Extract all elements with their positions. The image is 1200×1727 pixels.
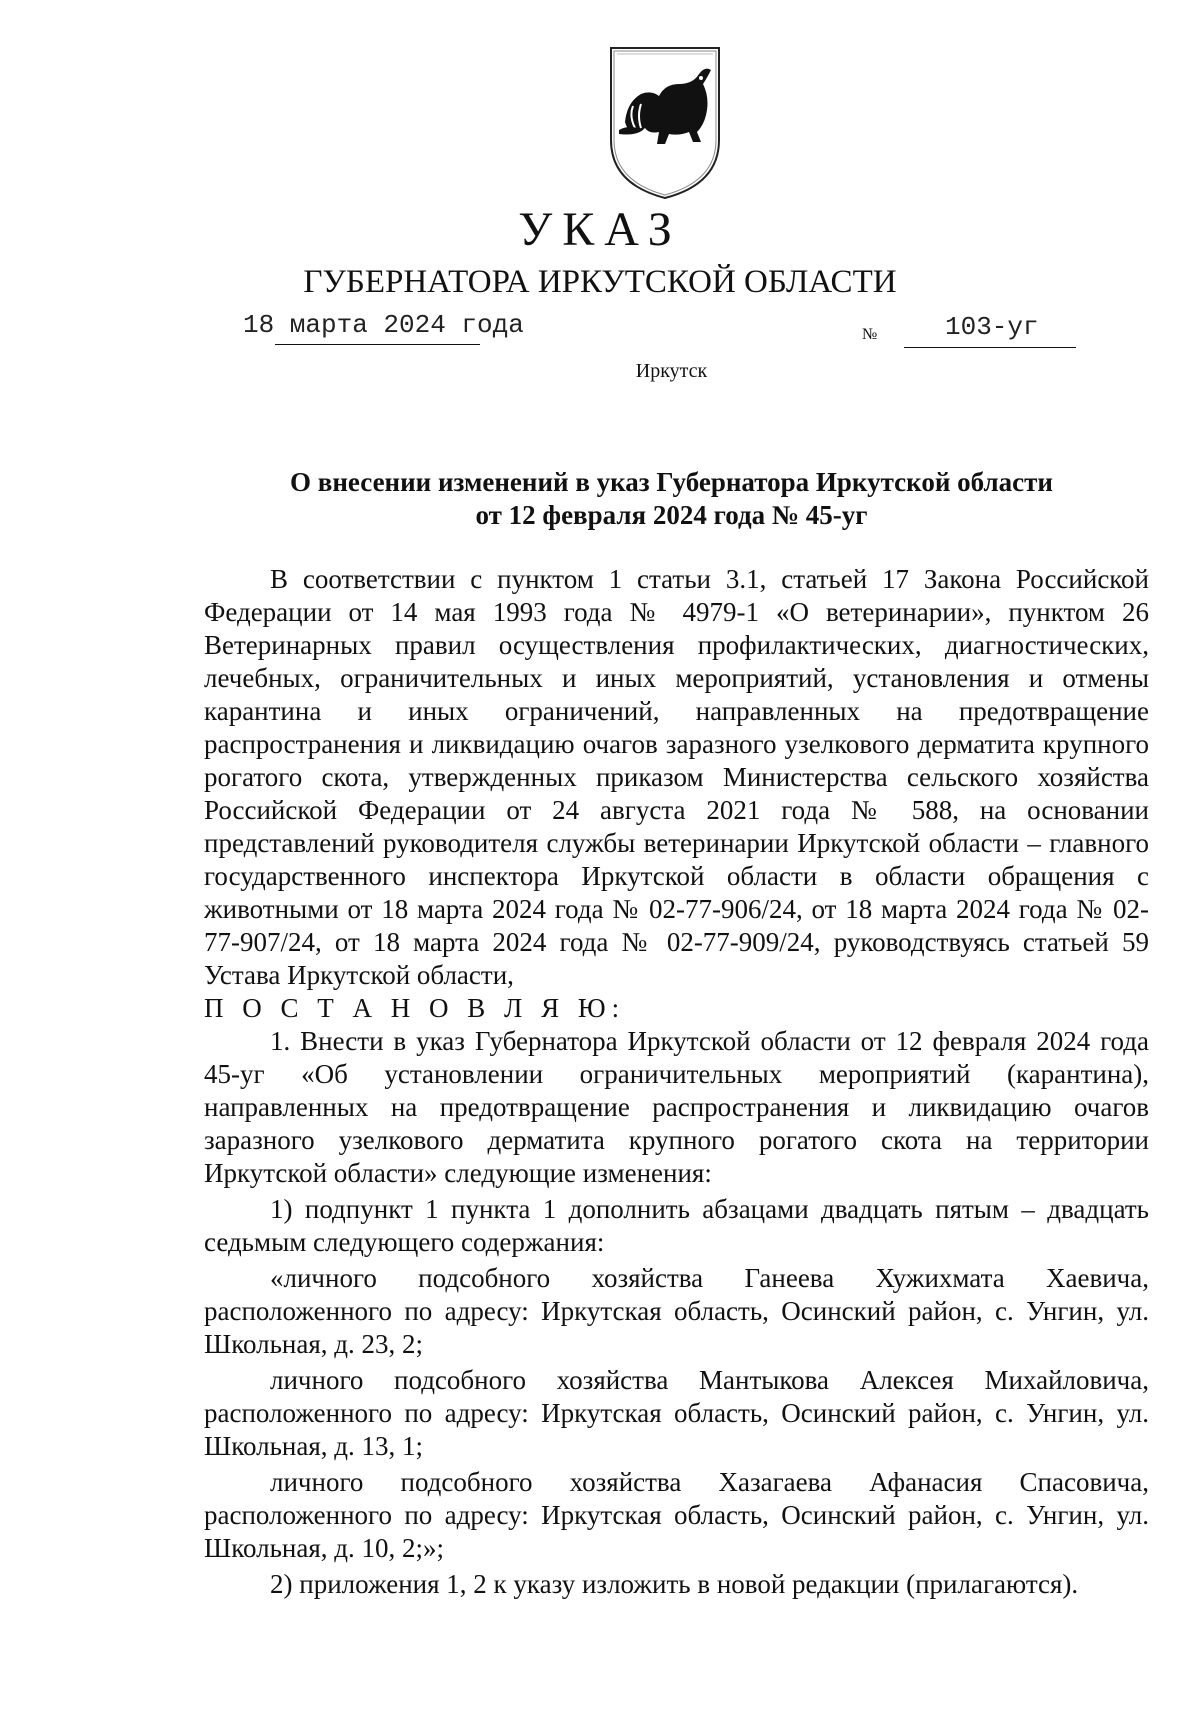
issuer-title: ГУБЕРНАТОРА ИРКУТСКОЙ ОБЛАСТИ <box>303 264 897 300</box>
farm-3-paragraph: личного подсобного хозяйства Хазагаева Афанасия Спасовича, расположенного по адресу: Иркутская область, Осинский район, с. Унгин, ул. Школьная, д. 10, 2;»; <box>204 1467 1149 1563</box>
resolve-word: П О С Т А Н О В Л Я Ю: <box>204 993 626 1023</box>
heading-line-1: О внесении изменений в указ Губернатора Иркутской области <box>290 467 1053 497</box>
document-city: Иркутск <box>635 360 708 382</box>
document-number: 103-уг <box>945 312 1039 342</box>
subitem-1-paragraph: 1) подпункт 1 пункта 1 дополнить абзацами двадцать пятым – двадцать седьмым следующего содержания: <box>204 1194 1149 1257</box>
document-type-title: УКАЗ <box>518 203 682 256</box>
farm-2-paragraph: личного подсобного хозяйства Мантыкова Алексея Михайловича, расположенного по адресу: Иркутская область, Осинский район, с. Унгин, ул. Школьная, д. 13, 1; <box>204 1365 1149 1461</box>
heading-line-2: от 12 февраля 2024 года № 45-уг <box>475 500 868 530</box>
number-sign: № <box>862 326 878 343</box>
document-heading <box>0 466 1200 532</box>
document-date: 18 марта 2024 года <box>243 310 524 340</box>
item-1-paragraph: 1. Внести в указ Губернатора Иркутской области от 12 февраля 2024 года 45-уг «Об установлении ограничительных мероприятий (карантина), направленных на предотвращение распространения и ликвидацию очагов заразного узелкового дерматита крупного рогатого скота на территории Иркутской области» следующие изменения: <box>204 1026 1149 1188</box>
subitem-2-paragraph: 2) приложения 1, 2 к указу изложить в новой редакции (прилагаются). <box>270 1569 1079 1599</box>
preamble-paragraph: В соответствии с пунктом 1 статьи 3.1, статьей 17 Закона Российской Федерации от 14 мая 1993 года № 4979-1 «О ветеринарии», пунктом 26 Ветеринарных правил осуществления профилактических, диагностических, лечебных, ограничительных и иных мероприятий, установления и отмены карантина и иных ограничений, направленных на предотвращение распространения и ликвидацию очагов заразного узелкового дерматита крупного рогатого скота, утвержденных приказом Министерства сельского хозяйства Российской Федерации от 24 августа 2021 года № 588, на основании представлений руководителя службы ветеринарии Иркутской области – главного государственного инспектора Иркутской области в области обращения с животными от 18 марта 2024 года № 02-77-906/24, от 18 марта 2024 года № 02-77-907/24, от 18 марта 2024 года № 02-77-909/24, руководствуясь статьей 59 Устава Иркутской области, <box>204 564 1149 990</box>
date-underline <box>275 344 480 345</box>
document-body <box>204 563 1149 1601</box>
coat-of-arms-icon <box>605 44 725 202</box>
number-underline <box>904 347 1076 348</box>
farm-1-paragraph: «личного подсобного хозяйства Ганеева Хужихмата Хаевича, расположенного по адресу: Иркутская область, Осинский район, с. Унгин, ул. Школьная, д. 23, 2; <box>204 1263 1149 1359</box>
